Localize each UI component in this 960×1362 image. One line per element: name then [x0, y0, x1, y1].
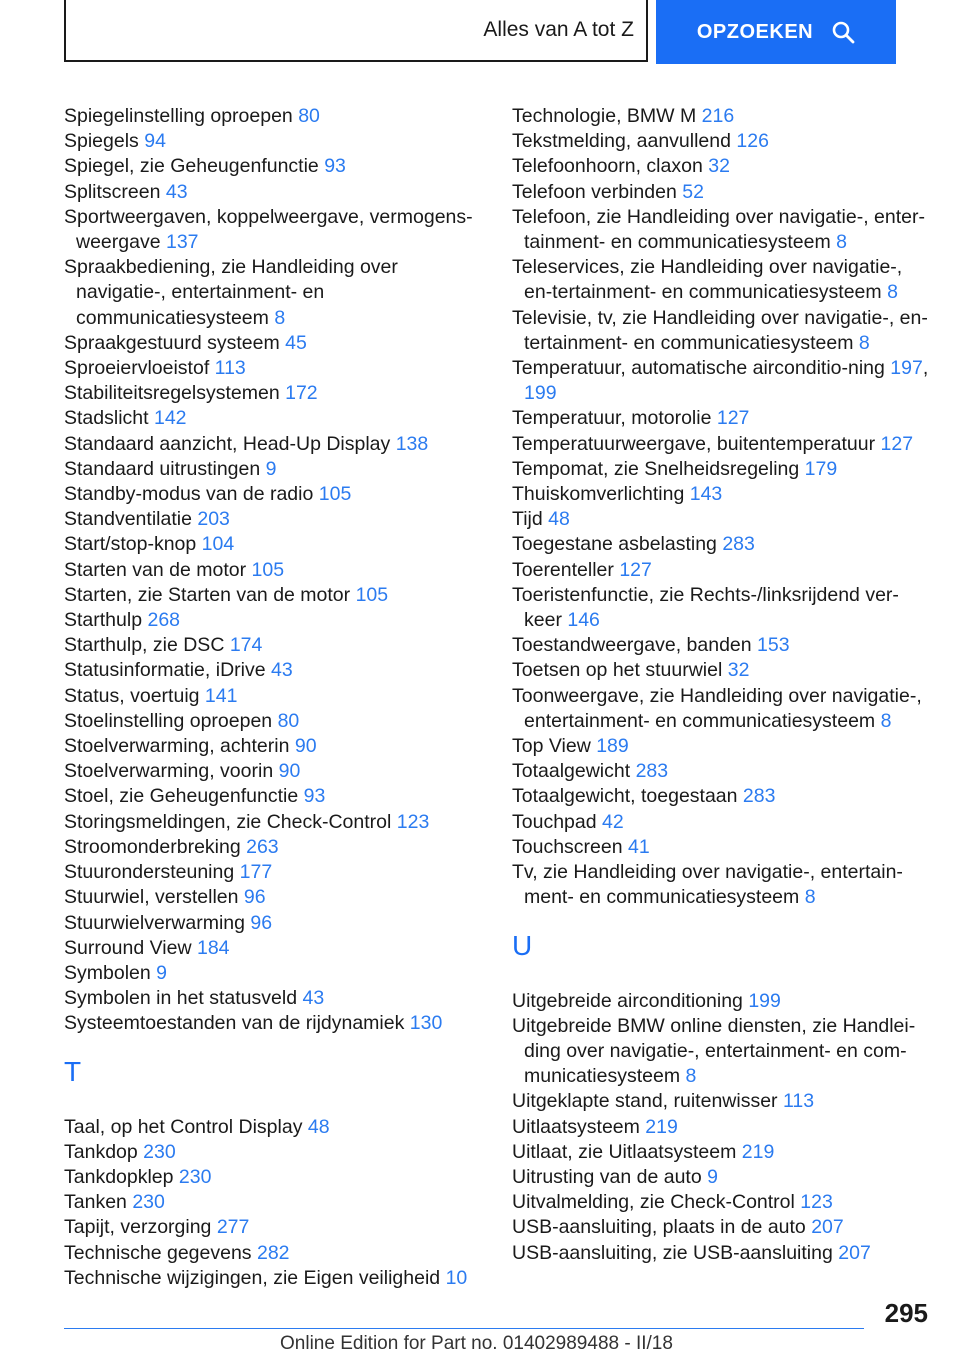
page-reference-link[interactable]: 216	[701, 105, 735, 127]
page-reference-link[interactable]: 8	[274, 306, 286, 329]
index-entry-term: Statusinformatie, iDrive	[64, 659, 266, 682]
page-reference-link[interactable]: 127	[716, 407, 750, 430]
page-reference-link[interactable]: 203	[197, 508, 230, 531]
page-number: 295	[884, 1298, 928, 1328]
index-entry-term: Sproeiervloeistof	[64, 357, 210, 380]
index-entry	[512, 205, 932, 255]
index-entry-term: Uitgebreide BMW online diensten, zie Handlei‐ding over navigatie-, entertainment- en com‐municatiesysteem	[512, 1014, 916, 1088]
page-reference-link[interactable]: 8	[858, 331, 870, 354]
index-entry-term: Start/stop-knop	[64, 533, 197, 556]
page-reference-link[interactable]: 123	[396, 810, 430, 833]
index-entry-term: Telefoonhoorn, claxon	[512, 155, 703, 178]
index-entry-term: Standby-modus van de radio	[64, 483, 314, 506]
index-entry-term: Technische gegevens	[64, 1241, 252, 1264]
index-entry	[64, 331, 484, 356]
index-entry-term: Standaard uitrustingen	[64, 457, 261, 480]
index-entry	[64, 583, 484, 608]
index-entry-term: Teleservices, zie Handleiding over navigatie-, en‐tertainment- en communicatiesysteem	[512, 256, 903, 304]
index-entry-term: Temperatuur, automatische airconditio‐ning	[512, 357, 885, 380]
index-entry	[512, 1165, 932, 1190]
index-entry-term: Toegestane asbelasting	[512, 533, 717, 556]
index-entry-term: Tankdopklep	[64, 1165, 174, 1188]
page-reference-link[interactable]: 41	[628, 835, 650, 858]
index-entry-term: Standventilatie	[64, 508, 192, 531]
page-reference-link[interactable]: 283	[635, 760, 669, 783]
index-entry	[512, 104, 932, 129]
index-entry	[64, 154, 484, 179]
index-entry-term: Status, voertuig	[64, 684, 200, 707]
search-button-label: OPZOEKEN	[696, 20, 814, 43]
index-entry-term: Toerenteller	[512, 558, 614, 581]
index-entry-term: Toestandweergave, banden	[512, 634, 752, 657]
page-reference-link[interactable]: 43	[271, 659, 293, 682]
page-reference-link[interactable]: 48	[548, 508, 570, 531]
page-reference-link[interactable]: 9	[156, 961, 167, 984]
index-entry	[512, 1140, 932, 1165]
index-entry-term: Spiegelinstelling oproepen	[64, 105, 293, 127]
index-entry	[512, 810, 932, 835]
page-reference-link[interactable]: 263	[246, 835, 279, 858]
index-entry-term: Technologie, BMW M	[512, 105, 697, 127]
index-entry-term: Surround View	[64, 936, 192, 959]
page-reference-link[interactable]: 80	[298, 105, 320, 127]
page-reference-link[interactable]: 113	[782, 1090, 815, 1113]
index-entry	[64, 406, 484, 431]
index-entry-term: Tekstmelding, aanvullend	[512, 130, 731, 153]
index-entry-term: Toeristenfunctie, zie Rechts-/linksrijdend ver‐keer	[512, 583, 899, 632]
page-reference-link[interactable]: 230	[178, 1165, 212, 1188]
page-reference-link[interactable]: 189	[596, 735, 629, 758]
index-entry-term: Technische wijzigingen, zie Eigen veiligheid	[64, 1266, 441, 1289]
page-reference-link[interactable]: 105	[355, 583, 389, 606]
index-entry-term: Tapijt, verzorging	[64, 1216, 212, 1239]
index-entry-term: Starthulp, zie DSC	[64, 634, 225, 657]
index-entry-term: Spiegel, zie Geheugenfunctie	[64, 155, 319, 178]
index-entry	[64, 911, 484, 936]
index-entry	[512, 129, 932, 154]
index-entry	[512, 507, 932, 532]
page-reference-link[interactable]: 179	[804, 457, 838, 480]
index-entry-term: Starthulp	[64, 609, 143, 632]
index-entry-term: Uitgebreide airconditioning	[512, 989, 743, 1012]
index-entry-term: Symbolen	[64, 961, 151, 984]
page-reference-link[interactable]: 105	[251, 558, 285, 581]
index-entry-term: Touchpad	[512, 810, 597, 833]
index-entry	[64, 936, 484, 961]
page-reference-link[interactable]: 10	[445, 1266, 468, 1289]
index-entry-term: Tijd	[512, 508, 543, 531]
index-entry-term: Telefoon, zie Handleiding over navigatie-, enter‐tainment- en communicatiesysteem	[512, 205, 925, 254]
page-reference-link[interactable]: 146	[567, 609, 600, 632]
index-entry-term: Toetsen op het stuurwiel	[512, 659, 723, 682]
index-entry	[512, 759, 932, 784]
index-entry	[512, 406, 932, 431]
index-entry	[64, 658, 484, 683]
page-reference-link[interactable]: 230	[132, 1191, 165, 1214]
index-entry	[64, 633, 484, 658]
index-entry	[512, 1215, 932, 1240]
index-entry	[512, 989, 932, 1014]
index-entry-term: Totaalgewicht	[512, 760, 631, 783]
index-entry-term: Touchscreen	[512, 835, 623, 858]
page-reference-link[interactable]: 230	[143, 1140, 176, 1163]
page-reference-link[interactable]: 283	[742, 785, 776, 808]
index-entry	[512, 633, 932, 658]
page-reference-link[interactable]: 127	[880, 432, 914, 455]
index-entry	[512, 532, 932, 557]
index-entry	[64, 684, 484, 709]
index-entry-term: Stroomonderbreking	[64, 835, 241, 858]
page-reference-link[interactable]: 96	[250, 911, 273, 934]
index-entry	[64, 1165, 484, 1190]
page-reference-link[interactable]: 177	[239, 861, 273, 884]
index-entry-term: Starten van de motor	[64, 558, 247, 581]
index-entry	[512, 1241, 932, 1266]
index-entry	[64, 810, 484, 835]
index-entry	[64, 1115, 484, 1140]
page-reference-link[interactable]: 93	[303, 785, 326, 808]
page-reference-link[interactable]: 8	[836, 231, 847, 254]
index-entry	[64, 1140, 484, 1165]
page-reference-link[interactable]: 277	[216, 1216, 250, 1239]
edition-footer: Online Edition for Part no. 01402989488 - II/18	[280, 1333, 673, 1354]
page-reference-link[interactable]: 143	[689, 483, 723, 506]
top-navigation	[64, 0, 896, 64]
index-entry	[512, 684, 932, 734]
index-entry: Temperatuur, automatische airconditio‐ning 197, 199	[512, 357, 929, 405]
index-entry	[512, 835, 932, 860]
index-entry-term: Splitscreen	[64, 180, 161, 203]
page-reference-link[interactable]: 8	[685, 1065, 697, 1088]
page-reference-link[interactable]: 113	[214, 357, 246, 380]
index-entry-term: Uitgeklapte stand, ruitenwisser	[512, 1090, 778, 1113]
index-entry	[64, 1190, 484, 1215]
index-entry	[64, 180, 484, 205]
index-entry-term: Standaard aanzicht, Head-Up Display	[64, 432, 391, 455]
index-entry	[512, 180, 932, 205]
page-reference-link[interactable]: 90	[294, 735, 317, 758]
index-entry	[64, 759, 484, 784]
page-reference-link[interactable]: 93	[324, 155, 346, 178]
index-entry-term: Symbolen in het statusveld	[64, 987, 298, 1010]
page-reference-link[interactable]: 126	[736, 130, 769, 153]
page-reference-link[interactable]: 104	[201, 533, 235, 556]
index-entry	[512, 1089, 932, 1114]
index-entry	[64, 608, 484, 633]
index-entry	[512, 658, 932, 683]
index-entry	[512, 1115, 932, 1140]
page-reference-link[interactable]: 8	[880, 709, 892, 732]
index-entry	[64, 1215, 484, 1240]
search-button[interactable]	[656, 0, 896, 64]
page-reference-link[interactable]: 32	[708, 155, 730, 178]
index-entry	[512, 558, 932, 583]
page-reference-link[interactable]: 45	[285, 331, 307, 354]
index-entry	[64, 885, 484, 910]
index-entry	[512, 1190, 932, 1215]
index-entry-term: Spraakgestuurd systeem	[64, 331, 280, 354]
page-reference-link[interactable]: 172	[285, 382, 318, 405]
index-entry	[512, 306, 932, 356]
index-entry-term: Tanken	[64, 1191, 127, 1214]
index-entry	[64, 860, 484, 885]
index-entry	[512, 784, 932, 809]
page-reference-link[interactable]: 123	[800, 1191, 833, 1214]
index-entry	[512, 154, 932, 179]
index-entry-term: Stoelverwarming, voorin	[64, 760, 274, 783]
index-entry	[64, 457, 484, 482]
index-entry-term: Totaalgewicht, toegestaan	[512, 785, 738, 808]
index-entry	[64, 507, 484, 532]
page-reference-link[interactable]: 283	[722, 533, 755, 556]
page-reference-link[interactable]: 184	[196, 936, 230, 959]
index-entry	[512, 734, 932, 759]
index-entry-term: Stoelinstelling oproepen	[64, 709, 273, 732]
index-entry-term: USB-aansluiting, zie USB-aansluiting	[512, 1241, 833, 1264]
index-entry-term: Uitlaat, zie Uitlaatsysteem	[512, 1140, 737, 1163]
index-entry	[512, 860, 932, 910]
index-entry-term: Stadslicht	[64, 407, 149, 430]
index-entry-term: Stuurwielverwarming	[64, 911, 245, 934]
index-entry	[64, 482, 484, 507]
page-reference-link[interactable]: 80	[277, 709, 300, 732]
index-entry	[64, 709, 484, 734]
index-entry-term: Storingsmeldingen, zie Check-Control	[64, 810, 392, 833]
page-reference-link[interactable]: 268	[147, 609, 181, 632]
index-entry	[64, 205, 484, 255]
section-letter: T	[64, 1055, 82, 1087]
page-reference-link[interactable]: 207	[838, 1241, 871, 1264]
page-reference-link[interactable]: 219	[741, 1140, 775, 1163]
index-entry-term: Stuurondersteuning	[64, 861, 235, 884]
page-reference-link[interactable]: 127	[619, 558, 652, 581]
index-entry	[64, 129, 484, 154]
index-entry	[64, 432, 484, 457]
page-reference-link[interactable]: 207	[811, 1216, 844, 1239]
index-entry-term: Toonweergave, zie Handleiding over navigatie-, entertainment- en communicatiesysteem	[512, 684, 922, 732]
page-reference-link[interactable]: 8	[887, 281, 898, 304]
page-reference-link[interactable]: 43	[302, 987, 325, 1010]
page-reference-link[interactable]: 9	[265, 457, 277, 480]
index-entry	[64, 784, 484, 809]
index-entry	[64, 532, 484, 557]
index-entry-term: Uitlaatsysteem	[512, 1115, 640, 1138]
index-entry-term: Starten, zie Starten van de motor	[64, 583, 351, 606]
page-reference-link[interactable]: 174	[229, 634, 263, 657]
index-entry-term: Stoelverwarming, achterin	[64, 735, 290, 758]
index-entry	[64, 1011, 484, 1036]
page-reference-link[interactable]: 282	[256, 1241, 290, 1264]
page-reference-link[interactable]: 90	[278, 760, 301, 783]
index-entry	[512, 457, 932, 482]
footer-divider	[64, 1328, 864, 1329]
page-reference-link[interactable]: 9	[707, 1165, 718, 1188]
index-column-left	[64, 104, 484, 1291]
page-reference-link[interactable]: 43	[165, 180, 188, 203]
index-entry-term: Tankdop	[64, 1140, 138, 1163]
page-reference-link[interactable]: 130	[409, 1012, 443, 1035]
index-entry	[64, 1266, 484, 1291]
index-entry	[64, 734, 484, 759]
index-entry	[64, 104, 484, 129]
page-reference-link[interactable]: 142	[153, 407, 187, 430]
index-entry-term: Systeemtoestanden van de rijdynamiek	[64, 1012, 405, 1035]
index-entry	[64, 356, 484, 381]
page-reference-link[interactable]: 141	[204, 684, 238, 707]
page-reference-link[interactable]: 42	[602, 810, 624, 833]
page-reference-link[interactable]: 153	[757, 634, 790, 657]
index-entry-term: Sportweergaven, koppelweergave, vermogens‐weergave	[64, 205, 473, 254]
index-entry-term: USB-aansluiting, plaats in de auto	[512, 1216, 806, 1239]
page-reference-link[interactable]: 219	[645, 1115, 678, 1138]
index-entry	[512, 1014, 932, 1090]
index-entry-term: Temperatuurweergave, buitentemperatuur	[512, 432, 876, 455]
index-entry	[64, 986, 484, 1011]
index-entry-term: Telefoon verbinden	[512, 180, 677, 203]
index-entry-term: Uitrusting van de auto	[512, 1165, 702, 1188]
page-reference-link[interactable]: 52	[682, 180, 704, 203]
page-reference-link[interactable]: 137	[165, 231, 199, 254]
page-reference-link[interactable]: 96	[243, 886, 266, 909]
page-reference-link[interactable]: 199	[748, 989, 781, 1012]
index-entry-term: Tv, zie Handleiding over navigatie-, entertain‐ment- en communicatiesysteem	[512, 861, 903, 909]
index-entry-term: Stabiliteitsregelsystemen	[64, 382, 280, 405]
index-entry-term: Top View	[512, 735, 591, 758]
index-entry	[512, 583, 932, 633]
index-entry-term: Televisie, tv, zie Handleiding over navigatie-, en‐tertainment- en communicatiesysteem	[512, 306, 928, 354]
index-tab-label: Alles van A tot Z	[483, 18, 634, 41]
page-reference-link[interactable]: 138	[395, 432, 429, 455]
index-tab[interactable]	[64, 0, 648, 62]
index-entry	[512, 432, 932, 457]
index-entry	[64, 381, 484, 406]
search-icon	[831, 20, 855, 44]
index-entry-term: Stuurwiel, verstellen	[64, 886, 239, 909]
index-entry-term: Taal, op het Control Display	[64, 1115, 303, 1138]
page-reference-link[interactable]: 197	[890, 357, 923, 380]
page-reference-link[interactable]: 105	[318, 483, 352, 506]
page-reference-link[interactable]: 94	[144, 130, 166, 153]
page-reference-link[interactable]: 48	[307, 1115, 330, 1138]
index-entry-term: Uitvalmelding, zie Check-Control	[512, 1191, 795, 1214]
index-entry	[64, 1241, 484, 1266]
index-entry	[64, 961, 484, 986]
index-entry-term: Stoel, zie Geheugenfunctie	[64, 785, 299, 808]
index-entry-term: Thuiskomverlichting	[512, 483, 685, 506]
page-reference-link[interactable]: 8	[804, 886, 816, 909]
index-entry-term: Temperatuur, motorolie	[512, 407, 712, 430]
index-entry-term: Spiegels	[64, 130, 139, 153]
index-column-right	[512, 104, 932, 1266]
index-entry	[512, 255, 932, 305]
index-entry-term: Tempomat, zie Snelheidsregeling	[512, 457, 800, 480]
index-entry	[512, 482, 932, 507]
page-reference-link[interactable]: 32	[727, 659, 750, 682]
index-entry	[64, 835, 484, 860]
page-reference-link[interactable]: 199	[524, 382, 557, 405]
index-entry	[64, 255, 484, 331]
index-entry	[64, 558, 484, 583]
index-entry-term: Spraakbediening, zie Handleiding over navigatie-, entertainment- en communicatiesysteem	[64, 256, 398, 329]
section-letter: U	[512, 929, 533, 961]
